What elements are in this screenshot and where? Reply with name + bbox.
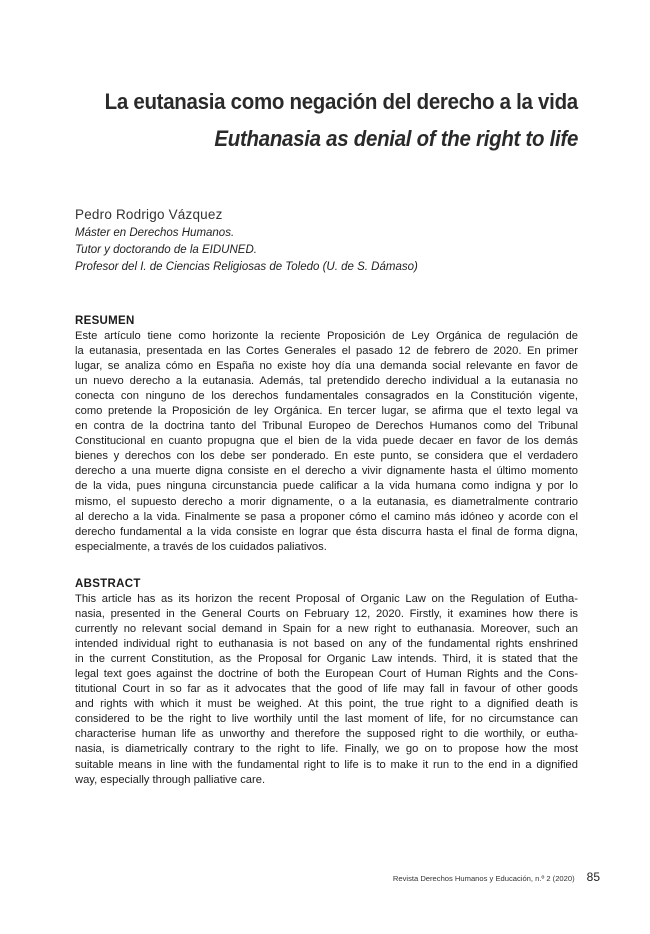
abstract-line: intended individual right to euthanasia is not based on any of the fundamental rights enshrined	[75, 638, 578, 651]
affiliation-3: Profesor del I. de Ciencias Religiosas de Toledo (U. de S. Dámaso)	[75, 261, 418, 273]
abstract-body	[75, 592, 578, 788]
affiliation-2: Tutor y doctorando de la EIDUNED.	[75, 244, 257, 256]
resumen-body	[75, 329, 578, 555]
abstract-line: This article has as its horizon the recent Proposal of Organic Law on the Regulation of Eutha-	[75, 593, 578, 605]
abstract-line: considered to be the right to live worthily until the last moment of life, for no circumstance can	[75, 713, 578, 726]
resumen-line: como pretende la Proposición de ley Orgánica. En tercer lugar, se afirma que el texto legal va	[75, 405, 578, 418]
resumen-line: derecho fundamental a la vida consiste en lograr que ésta discurra hasta el final de forma digna,	[75, 525, 578, 538]
page-number: 85	[586, 870, 600, 884]
resumen-line: conecta con ninguno de los derechos fundamentales consagrados en la Constitución vigente,	[75, 390, 578, 403]
resumen-line: Constitucional en cuanto propugna que el bien de la vida puede decaer en favor de los demás	[75, 435, 578, 448]
resumen-line: bienes y derechos con los debe ser ponderado. En este punto, se considera que el verdadero	[75, 450, 578, 463]
page-footer	[393, 870, 600, 884]
resumen-line: al derecho a la vida. Finalmente se pasa a proponer cómo el camino más idóneo y acorde con el	[75, 510, 578, 523]
abstract-line: legal text goes against the doctrine of both the European Court of Human Rights and the Cons-	[75, 668, 578, 681]
resumen-line: mismo, el supuesto derecho a morir dignamente, o a la eutanasia, es diametralmente contrario	[75, 495, 578, 508]
author-name: Pedro Rodrigo Vázquez	[75, 207, 223, 222]
resumen-line: lugar, se analiza cómo en España no existe hoy día una demanda social relevante en favor de	[75, 360, 578, 373]
abstract-line: characterise human life as unworthy and therefore the supposed right to die worthily, or eutha-	[75, 728, 578, 741]
resumen-section	[75, 314, 578, 555]
abstract-line: titutional Court in so far as it advocates that the good of life may fall in favour of other goods	[75, 683, 578, 696]
abstract-line: nasia, presented in the General Courts on February 12, 2020. Firstly, it examines how there is	[75, 608, 578, 621]
journal-citation: Revista Derechos Humanos y Educación, n.º 2 (2020)	[392, 874, 575, 883]
abstract-line: currently no relevant social demand in Spain for a new right to euthanasia. Moreover, such an	[75, 623, 578, 636]
abstract-heading: ABSTRACT	[75, 578, 141, 590]
resumen-line: de la vida, pues ninguna circunstancia puede calificar a la vida humana como indigna y por lo	[75, 480, 578, 493]
title-spanish: La eutanasia como negación del derecho a la vida	[104, 89, 578, 114]
abstract-section	[75, 577, 578, 788]
author-block	[75, 207, 418, 276]
resumen-line: especialmente, a través de los cuidados paliativos.	[75, 540, 327, 553]
resumen-heading: RESUMEN	[75, 315, 135, 327]
abstract-line: nasia, is diametrically contrary to the right to life. Finally, we go on to propose how the most	[75, 743, 578, 756]
resumen-line: Este artículo tiene como horizonte la reciente Proposición de Ley Orgánica de regulación de	[75, 330, 578, 342]
resumen-line: en contra de la doctrina tanto del Tribunal Europeo de Derechos Humanos como del Tribunal	[75, 420, 578, 433]
resumen-line: un nuevo derecho a la eutanasia. Además, tal pretendido derecho individual a la eutanasia no	[75, 375, 578, 388]
affiliation-1: Máster en Derechos Humanos.	[75, 227, 235, 239]
resumen-line: derecho a una muerte digna consiste en el derecho a vivir dignamente hasta el último momento	[75, 465, 578, 478]
resumen-line: la eutanasia, presentada en las Cortes Generales el pasado 12 de febrero de 2020. En primer	[75, 345, 578, 358]
abstract-line: way, especially through palliative care.	[75, 773, 266, 786]
title-english: Euthanasia as denial of the right to life	[214, 126, 578, 151]
abstract-line: and rights with which it must be weighed. At this point, the true right to a dignified death is	[75, 698, 578, 711]
abstract-line: suitable means in line with the fundamental right to life is to make it run to the end in a dignified	[75, 758, 578, 771]
abstract-line: in the current Constitution, as the Proposal for Organic Law intends. Third, it is stated that the	[75, 653, 578, 666]
